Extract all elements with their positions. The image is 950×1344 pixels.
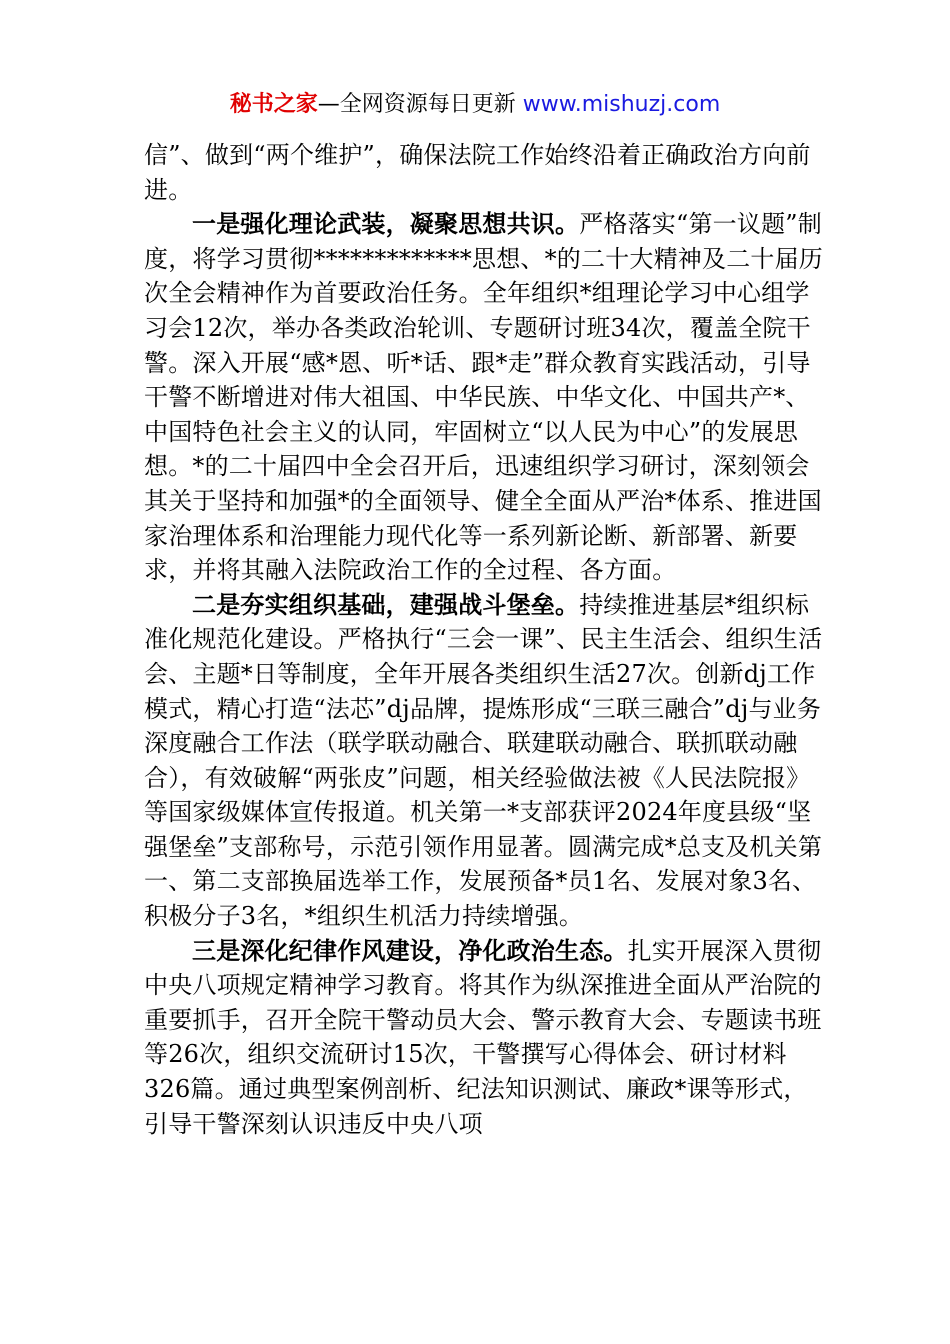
paragraph-theory [144,207,824,588]
paragraph-discipline [144,934,824,1142]
paragraph-text: 持续推进基层*组织标准化规范化建设。严格执行“三会一课”、民主生活会、组织生活会、主题*日等制度，全年开展各类组织生活27次。创新dj工作模式，精心打造“法芯”dj品牌，提炼形成“三联三融合”dj与业务深度融合工作法（联学联动融合、联建联动融合、联抓联动融合），有效破解“两张皮”问题，相关经验做法被《人民法院报》等国家级媒体宣传报道。机关第一*支部获评2024年度县级“坚强堡垒”支部称号，示范引领作用显著。圆满完成*总支及机关第一、第二支部换届选举工作，发展预备*员1名、发展对象3名、积极分子3名，*组织生机活力持续增强。 [144,590,823,931]
paragraph-heading: 二是夯实组织基础，建强战斗堡垒。 [192,589,580,619]
paragraph-heading: 一是强化理论武装，凝聚思想共识。 [192,209,580,239]
site-url-link[interactable]: www.mishuzj.com [522,92,721,117]
paragraph-organization [144,588,824,934]
paragraph-continuation [144,138,824,207]
document-body [144,138,824,1141]
paragraph-text: 扎实开展深入贯彻中央八项规定精神学习教育。将其作为纵深推进全面从严治院的重要抓手，召开全院干警动员大会、警示教育大会、专题读书班等26次，组织交流研讨15次，干警撰写心得体会、研讨材料326篇。通过典型案例剖析、纪法知识测试、廉政*课等形式，引导干警深刻认识违反中央八项 [144,936,822,1138]
paragraph-heading: 三是深化纪律作风建设，净化政治生态。 [192,935,628,965]
site-tagline: —全网资源每日更新 [317,92,516,117]
site-brand: 秘书之家 [229,92,318,117]
site-header [0,90,950,120]
paragraph-text: 严格落实“第一议题”制度，将学习贯彻*************思想、*的二十大精神及二十届历次全会精神作为首要政治任务。全年组织*组理论学习中心组学习会12次，举办各类政治轮训、专题研讨班34次，覆盖全院干警。深入开展“感*恩、听*话、跟*走”群众教育实践活动，引导干警不断增进对伟大祖国、中华民族、中华文化、中国共产*、中国特色社会主义的认同，牢固树立“以人民为中心”的发展思想。*的二十届四中全会召开后，迅速组织学习研讨，深刻领会其关于坚持和加强*的全面领导、健全全面从严治*体系、推进国家治理体系和治理能力现代化等一系列新论断、新部署、新要求，并将其融入法院政治工作的全过程、各方面。 [144,210,823,585]
paragraph-text: 信”、做到“两个维护”，确保法院工作始终沿着正确政治方向前进。 [144,141,811,204]
